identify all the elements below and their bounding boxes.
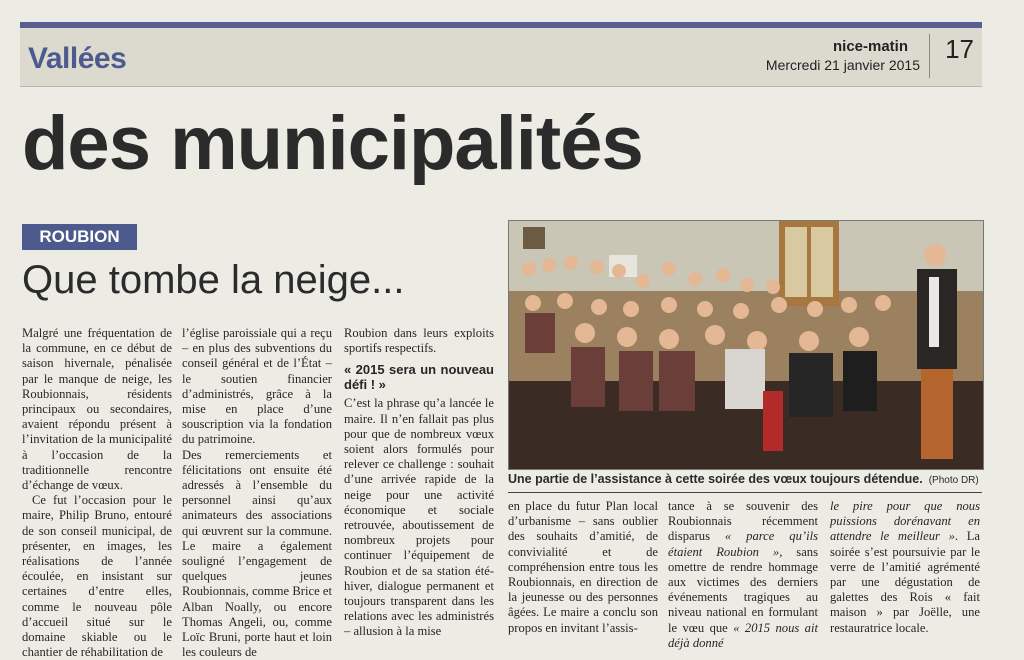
paragraph <box>668 499 818 651</box>
quote: le pire pour que nous puissions dorénavant en attendre le meilleur » <box>830 499 980 544</box>
page-header <box>20 28 982 87</box>
paragraph: Roubion dans leurs exploits sportifs respectifs. <box>344 326 494 356</box>
issue-date: Mercredi 21 janvier 2015 <box>765 57 920 73</box>
article-column-1 <box>22 326 172 660</box>
photo-caption <box>508 472 982 486</box>
newspaper-name: nice-matin <box>832 38 908 55</box>
article-column-2 <box>182 326 332 660</box>
section-title: Vallées <box>28 42 127 75</box>
paragraph: Des remerciements et félicitations ont ensuite été adressés à l’ensemble du personnel ainsi qu’aux animateurs des associations qui œuvrent sur la commune. Le maire a également souligné l’engagement de quelques jeunes Roubionnais, comme Brice et Alban Noally, ou encore Thomas Angeli, ou, comme Loïc Bruni, porte haut et loin les couleurs de <box>182 447 332 660</box>
event-photo <box>508 220 984 470</box>
article-subhead: « 2015 sera un nouveau défi ! » <box>344 362 494 393</box>
quote: « 2015 nous ait déjà donné <box>668 620 818 650</box>
paragraph: Ce fut l’occasion pour le maire, Philip Bruno, entouré de son conseil municipal, de présenter, en images, les réalisations de l’année écoulée, en insistant sur certaines d’entre elles, comme le nouveau pôle d’accueil situé sur le domaine skiable ou le chantier de réhabilitation de <box>22 493 172 660</box>
article-column-5 <box>668 499 818 651</box>
paragraph: en place du futur Plan local d’urbanisme – sans oublier des souhaits d’amitié, de convivialité et de compréhension entre tous les Roubionnais, en direction de la jeunesse ou des personnes âgées. Le maire a conclu son propos en invitant l’assis- <box>508 499 658 635</box>
article-column-4 <box>508 499 658 636</box>
page-number: 17 <box>945 34 974 64</box>
text-run: tance à se souvenir des Roubionnais récemment disparus <box>668 499 818 544</box>
quote: « parce qu’ils étaient Roubion » <box>668 529 818 559</box>
article-column-6 <box>830 499 980 636</box>
paragraph: C’est la phrase qu’a lancée le maire. Il n’en fallait pas plus pour que de nombreux vœux soient alors formulés pour relever ce challenge : souhait d’une arrivée rapide de la neige pour une activité économique et sociale retrouvée, aboutissement de nombreux projets pour continuer l’équipement de Roubion et de sa station été-hiver, dialogue permanent et toujours transparent dans les relations avec les administrés – allusion à la mise <box>344 396 494 639</box>
page-title: des municipalités <box>22 101 643 186</box>
paragraph: l’église paroissiale qui a reçu – en plus des subventions du conseil général et de l’État – le soutien financier d’administrés, grâce à la mise en place d’une souscription via la fondation du patrimoine. <box>182 326 332 447</box>
caption-rule <box>508 492 982 493</box>
article-column-3 <box>344 326 494 640</box>
location-tag: ROUBION <box>22 224 137 250</box>
photo-credit: (Photo DR) <box>928 475 979 486</box>
paragraph: Malgré une fréquentation de la commune, en ce début de saison hivernale, pénalisée par le manque de neige, les Roubionnais, résidents principaux ou secondaires, avaient répondu présent à l’invitation de la municipalité à l’occasion de la traditionnelle rencontre d’échange de vœux. <box>22 326 172 493</box>
text-run: . La soirée s’est poursuivie par le verre de l’amitié agrémenté par une dégustation de galettes des Rois « fait maison » par Joëlle, une restauratrice locale. <box>830 529 980 635</box>
header-divider <box>929 34 930 78</box>
text-run: , sans omettre de rendre hommage aux victimes des derniers événements tragiques au niveau national en formulant le vœu que <box>668 544 818 635</box>
audience-photo-illustration <box>509 221 983 469</box>
paragraph <box>830 499 980 636</box>
caption-text: Une partie de l’assistance à cette soirée des vœux toujours détendue. <box>508 472 923 486</box>
article-headline: Que tombe la neige... <box>22 258 405 302</box>
